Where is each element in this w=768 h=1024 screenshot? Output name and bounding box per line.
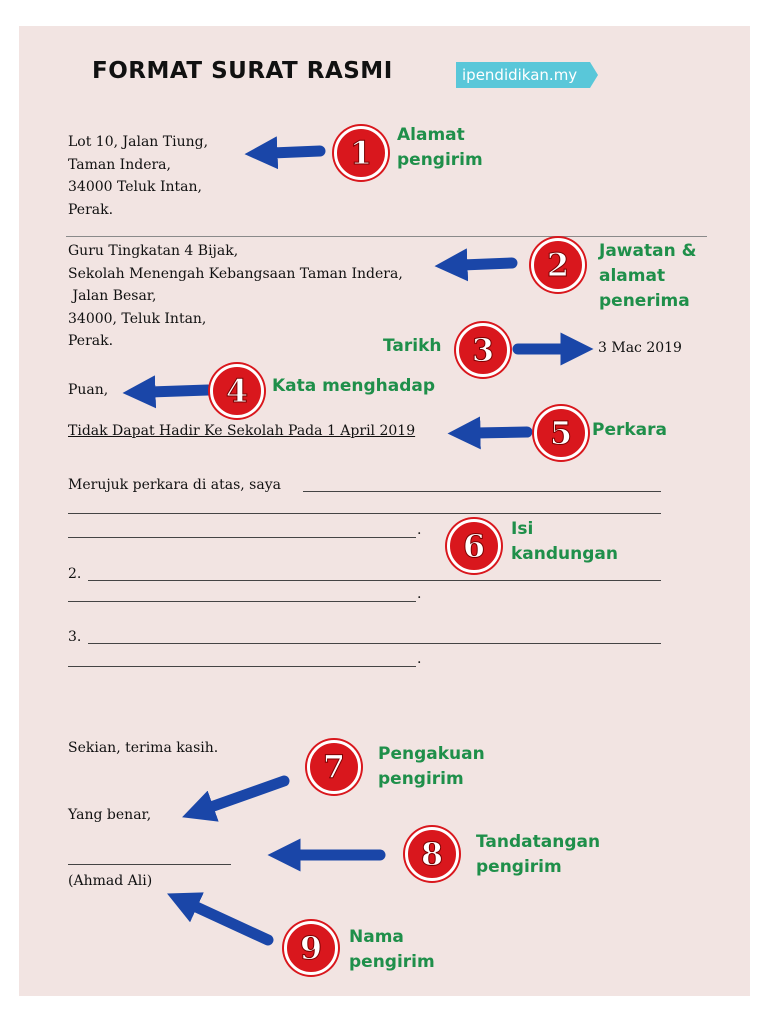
- number-badge: 1: [334, 126, 388, 180]
- number-badge: 3: [456, 323, 510, 377]
- annotation-label: Kata menghadap: [272, 376, 436, 396]
- number-badge: 6: [447, 519, 501, 573]
- body-intro: Merujuk perkara di atas, saya: [68, 477, 281, 493]
- letter-date: 3 Mac 2019: [598, 340, 682, 356]
- sender-address-line: Perak.: [68, 201, 114, 218]
- subject-line: Tidak Dapat Hadir Ke Sekolah Pada 1 April 2019: [68, 423, 416, 439]
- annotation-label: Isi kandungan: [511, 519, 618, 564]
- fill-period: .: [417, 522, 422, 538]
- number-badge: 5: [534, 406, 588, 460]
- closing: Sekian, terima kasih.: [68, 740, 219, 756]
- number-badge: 8: [405, 827, 459, 881]
- arrow-icon: [150, 390, 208, 392]
- number-badge: 9: [284, 921, 338, 975]
- number-badge: 7: [307, 740, 361, 794]
- fill-period: .: [417, 586, 422, 602]
- point-number: 3.: [68, 629, 82, 645]
- recipient-address-line: Sekolah Menengah Kebangsaan Taman Indera,: [68, 265, 403, 282]
- annotation-label: Jawatan & alamat penerima: [599, 241, 697, 311]
- number-badge: 2: [531, 238, 585, 292]
- number-badge: 4: [210, 364, 264, 418]
- arrow-icon: [208, 781, 284, 808]
- arrow-icon: [272, 151, 320, 153]
- arrow-icon: [462, 263, 512, 265]
- annotation-label: Alamat pengirim: [397, 125, 483, 170]
- sender-address-line: Lot 10, Jalan Tiung,: [68, 134, 209, 150]
- annotation-label: Perkara: [592, 420, 668, 440]
- recipient-address-line: Perak.: [68, 333, 114, 349]
- sender-address-line: 34000 Teluk Intan,: [68, 179, 202, 195]
- sender-address-line: Taman Indera,: [68, 156, 171, 173]
- annotation-label: Tarikh: [383, 336, 442, 356]
- recipient-address-line: 34000, Teluk Intan,: [68, 310, 207, 327]
- annotation-label: Tandatangan pengirim: [476, 832, 601, 877]
- point-number: 2.: [68, 566, 82, 582]
- annotation-label: Nama pengirim: [349, 927, 435, 972]
- salutation: Puan,: [68, 382, 109, 398]
- page-title: FORMAT SURAT RASMI: [92, 58, 393, 84]
- fill-period: .: [417, 651, 422, 667]
- recipient-address-line: Guru Tingkatan 4 Bijak,: [68, 243, 239, 259]
- arrow-icon: [475, 432, 527, 433]
- brand-tag: ipendidikan.my: [456, 62, 590, 88]
- sign-off: Yang benar,: [68, 807, 152, 823]
- recipient-address-line: Jalan Besar,: [68, 288, 157, 304]
- arrow-icon: [192, 905, 268, 940]
- annotation-label: Pengakuan pengirim: [378, 744, 485, 789]
- sender-name: (Ahmad Ali): [68, 873, 153, 889]
